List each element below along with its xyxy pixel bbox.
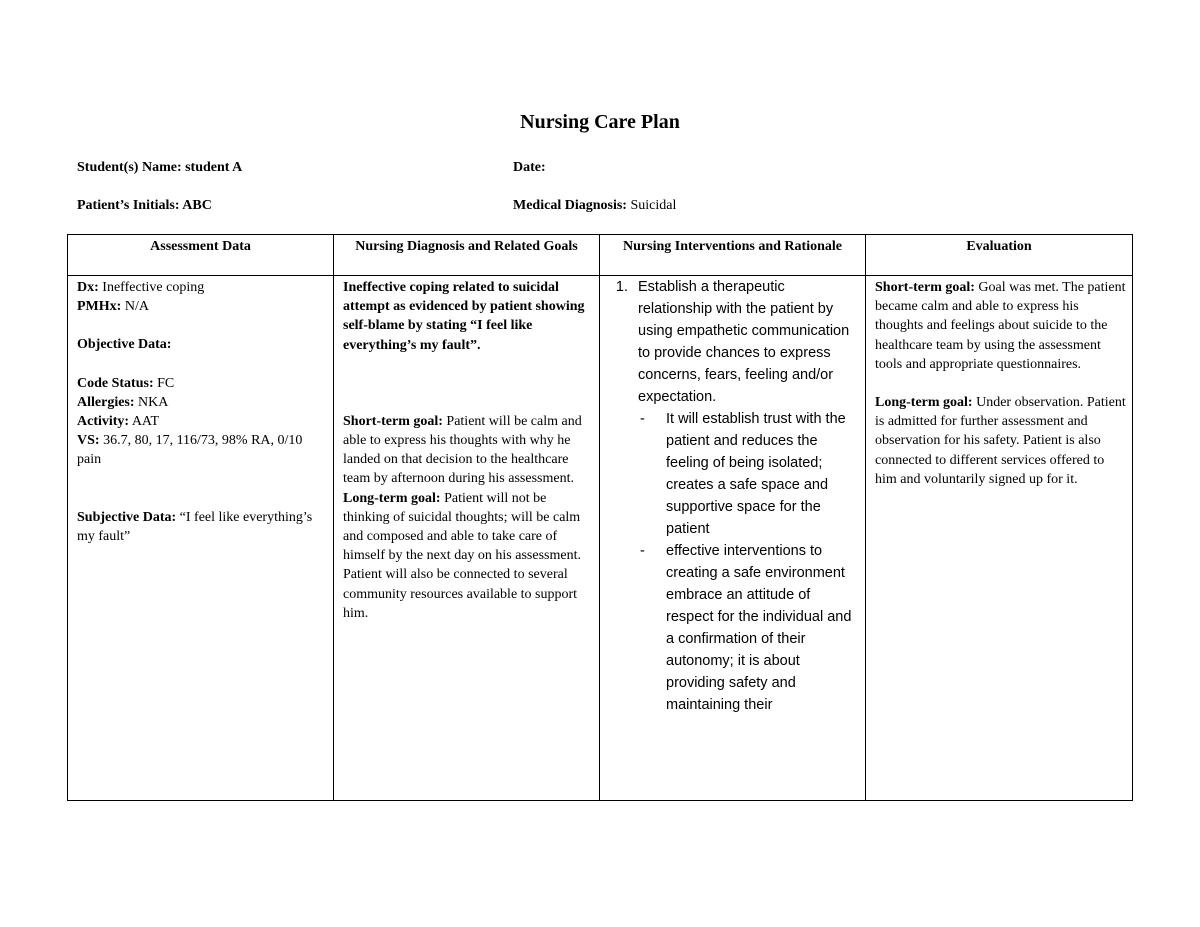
table-header-row: [68, 235, 1133, 276]
dx-value: Ineffective coping: [98, 280, 205, 295]
interventions-list: [604, 276, 859, 716]
code-status-line: [77, 374, 327, 393]
col-header-evaluation: Evaluation: [866, 235, 1133, 276]
care-plan-table: [67, 234, 1133, 801]
short-term-goal-text: Patient will be calm and able to express his thoughts with why he landed on that decision to the healthcare team by afternoon during his assessment.: [343, 413, 582, 487]
intervention-text: Establish a therapeutic relationship with the patient by using empathetic communication to provide chances to express concerns, fears, feeling and/or expectation.: [638, 279, 850, 405]
long-term-goal: [343, 489, 593, 623]
patient-initials-field: [77, 198, 212, 214]
eval-short-term-text: Goal was met. The patient became calm and able to express his thoughts and feelings about suicide to the healthcare team by using the assessment tools and appropriate questionnaires.: [875, 280, 1126, 372]
dx-label: Dx:: [77, 280, 99, 295]
medical-diagnosis-label: Medical Diagnosis:: [513, 198, 627, 213]
activity-line: [77, 412, 327, 431]
code-status-value: FC: [153, 375, 175, 391]
col-header-interventions: Nursing Interventions and Rationale: [600, 235, 866, 276]
student-name-label: Student(s) Name: student A: [77, 160, 243, 175]
objective-data-label: Objective Data:: [77, 337, 172, 353]
date-field: [513, 160, 546, 176]
evaluation-long-term: [875, 393, 1126, 489]
rationale-item: - effective interventions to creating a safe environment embrace an attitude of respect for the individual and a confirmation of their autonomy; it is about providing safety and maintaining their: [666, 540, 859, 716]
pmhx-value: N/A: [121, 299, 149, 315]
diagnosis-statement: Ineffective coping related to suicidal attempt as evidenced by patient showing self-blame by stating “I feel like everything’s my fault”.: [343, 280, 585, 353]
allergies-label: Allergies:: [77, 394, 135, 410]
diagnosis-cell: [334, 276, 600, 801]
subjective-data-line: [77, 508, 327, 546]
dx-line: [77, 278, 327, 297]
short-term-goal-label: Short-term goal:: [343, 413, 443, 429]
activity-value: AAT: [129, 414, 160, 430]
patient-initials-label: Patient’s Initials: ABC: [77, 198, 212, 213]
interventions-cell: [600, 276, 866, 801]
activity-label: Activity:: [77, 414, 130, 430]
medical-diagnosis-field: [513, 198, 676, 214]
eval-short-term-label: Short-term goal:: [875, 280, 975, 295]
long-term-goal-text: Patient will not be thinking of suicidal thoughts; will be calm and composed and able to take care of himself by the next day on his assessment. Patient will also be connected to several community resources available to support him.: [343, 490, 581, 621]
allergies-line: [77, 393, 327, 412]
table-row: [68, 276, 1133, 801]
student-name-field: [77, 160, 242, 176]
pmhx-label: PMHx:: [77, 299, 122, 315]
page-title: Nursing Care Plan: [520, 111, 680, 133]
medical-diagnosis-value: Suicidal: [630, 198, 677, 213]
code-status-label: Code Status:: [77, 375, 154, 391]
pmhx-line: [77, 297, 327, 316]
vital-signs-value: 36.7, 80, 17, 116/73, 98% RA, 0/10 pain: [77, 433, 303, 468]
date-label: Date:: [513, 160, 546, 175]
assessment-cell: [68, 276, 334, 801]
subjective-data-value: “I feel like everything’s my fault”: [77, 509, 313, 544]
vital-signs-line: [77, 431, 327, 469]
col-header-diagnosis: Nursing Diagnosis and Related Goals: [334, 235, 600, 276]
vital-signs-label: VS:: [77, 433, 100, 449]
short-term-goal: [343, 412, 593, 489]
rationale-item: - It will establish trust with the patient and reduces the feeling of being isolated; creates a safe space and supportive space for the patient: [666, 408, 859, 540]
eval-long-term-label: Long-term goal:: [875, 395, 973, 411]
allergies-value: NKA: [134, 394, 169, 410]
eval-long-term-text: Under observation. Patient is admitted for further assessment and observation for his safety. Patient is also connected to different services offered to him and voluntarily signed up for it.: [875, 395, 1126, 487]
subjective-data-label: Subjective Data:: [77, 509, 177, 525]
interventions-content: [604, 276, 859, 796]
evaluation-cell: [866, 276, 1133, 801]
intervention-item: [632, 276, 859, 716]
col-header-assessment: Assessment Data: [68, 235, 334, 276]
evaluation-short-term: [875, 278, 1126, 374]
long-term-goal-label: Long-term goal:: [343, 490, 441, 506]
rationale-list: [638, 408, 859, 716]
